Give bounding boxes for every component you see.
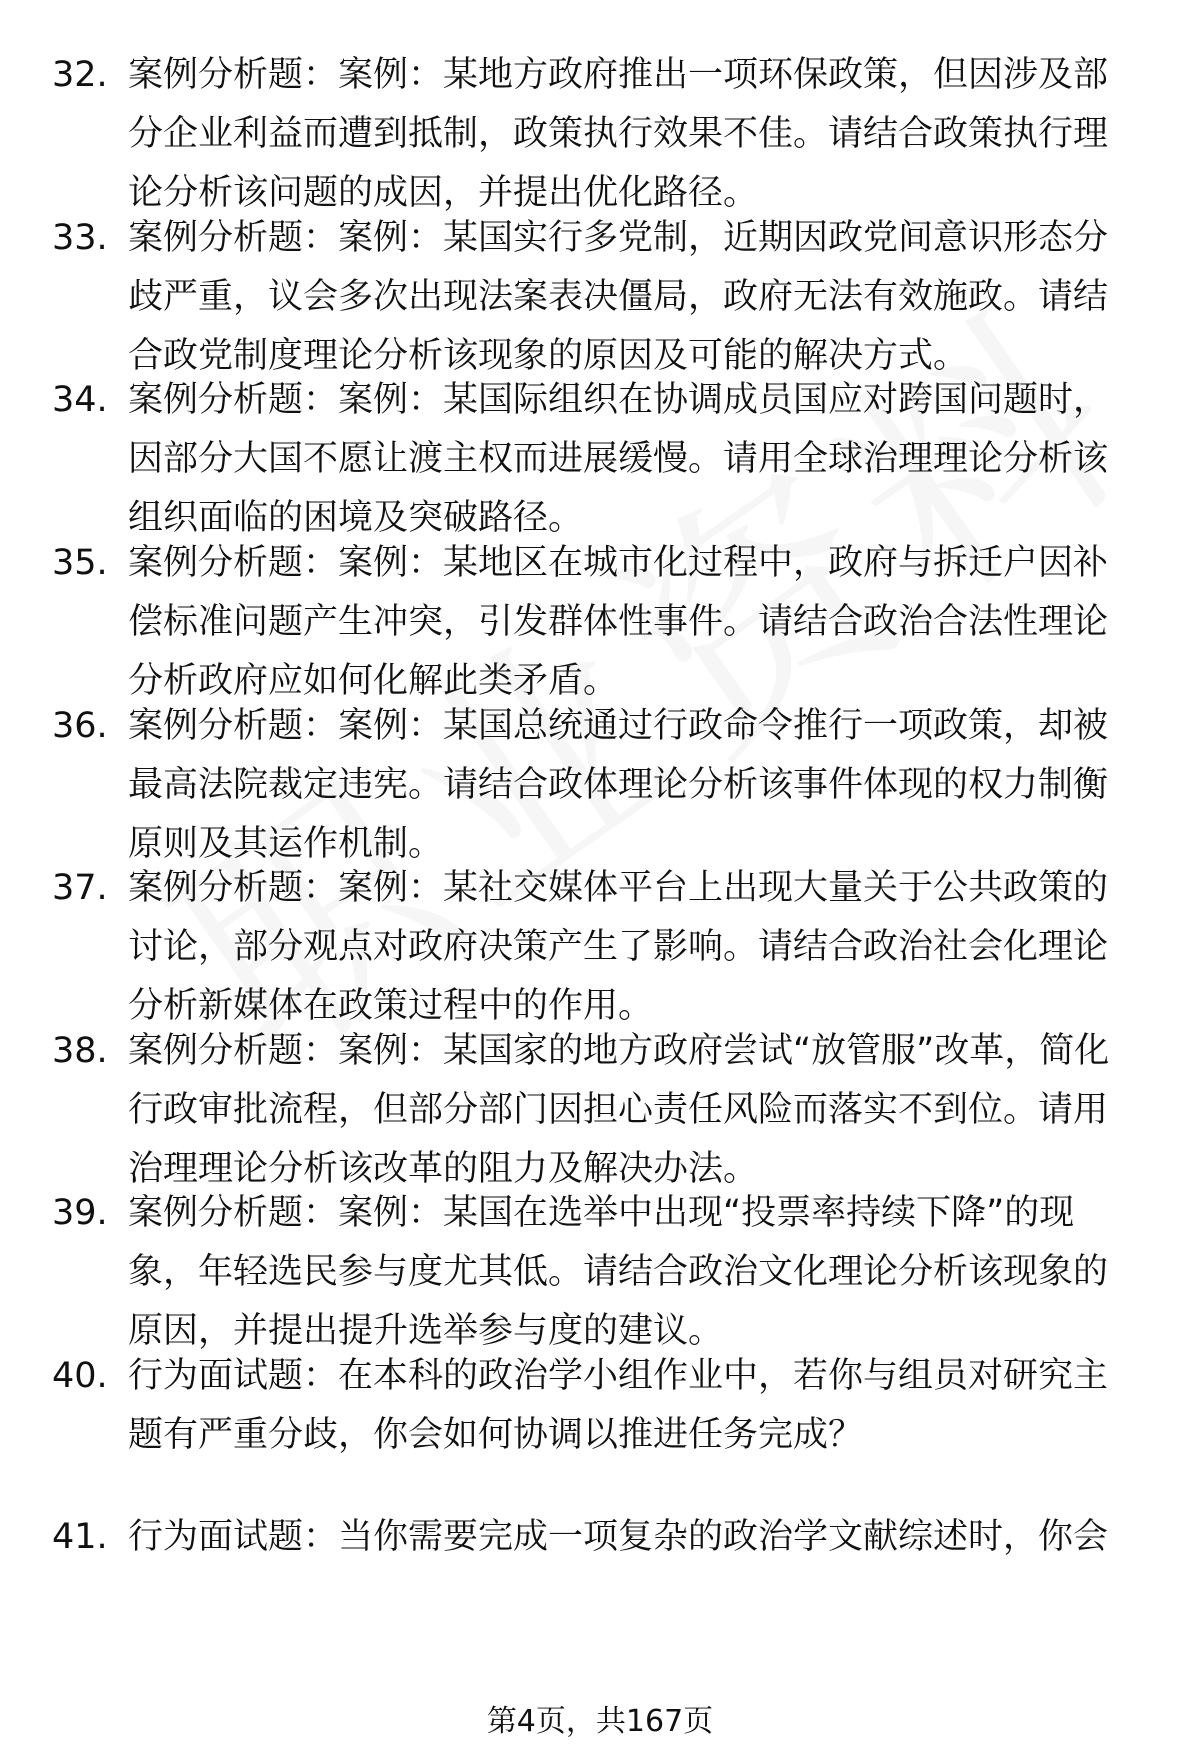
question-number: 37. [52,868,108,908]
question-number: 38. [52,1031,108,1071]
question-number: 34. [52,380,108,420]
question-number: 41. [52,1517,108,1557]
question-number: 36. [52,706,108,746]
question-text: 案例分析题：案例：某国际组织在协调成员国应对跨国问题时，因部分大国不愿让渡主权而进展缓慢。请用全球治理理论分析该组织面临的困境及突破路径。 [128,380,1109,538]
question-number: 35. [52,543,108,583]
question-number: 40. [52,1356,108,1396]
question-text: 案例分析题：案例：某国家的地方政府尝试“放管服”改革，简化行政审批流程，但部分部门因担心责任风险而落实不到位。请用治理理论分析该改革的阻力及解决办法。 [128,1031,1110,1189]
question-text: 案例分析题：案例：某国在选举中出现“投票率持续下降”的现象，年轻选民参与度尤其低。请结合政治文化理论分析该现象的原因，并提出提升选举参与度的建议。 [128,1193,1109,1351]
page-footer: 第4页，共167页 [486,1704,714,1739]
question-text: 案例分析题：案例：某地区在城市化过程中，政府与拆迁户因补偿标准问题产生冲突，引发群体性事件。请结合政治合法性理论分析政府应如何化解此类矛盾。 [128,543,1109,701]
question-number: 33. [52,218,108,258]
question-text: 行为面试题：当你需要完成一项复杂的政治学文献综述时，你会 [128,1517,1109,1557]
question-text: 行为面试题：在本科的政治学小组作业中，若你与组员对研究主题有严重分歧，你会如何协调以推进任务完成？ [128,1356,1109,1455]
question-number: 39. [52,1193,108,1233]
question-text: 案例分析题：案例：某国总统通过行政命令推行一项政策，却被最高法院裁定违宪。请结合政体理论分析该事件体现的权力制衡原则及其运作机制。 [128,706,1109,864]
question-text: 案例分析题：案例：某社交媒体平台上出现大量关于公共政策的讨论，部分观点对政府决策产生了影响。请结合政治社会化理论分析新媒体在政策过程中的作用。 [128,868,1109,1026]
question-number: 32. [52,55,108,95]
question-text: 案例分析题：案例：某国实行多党制，近期因政党间意识形态分歧严重，议会多次出现法案表决僵局，政府无法有效施政。请结合政党制度理论分析该现象的原因及可能的解决方式。 [128,218,1109,376]
question-text: 案例分析题：案例：某地方政府推出一项环保政策，但因涉及部分企业利益而遭到抵制，政策执行效果不佳。请结合政策执行理论分析该问题的成因，并提出优化路径。 [128,55,1109,213]
